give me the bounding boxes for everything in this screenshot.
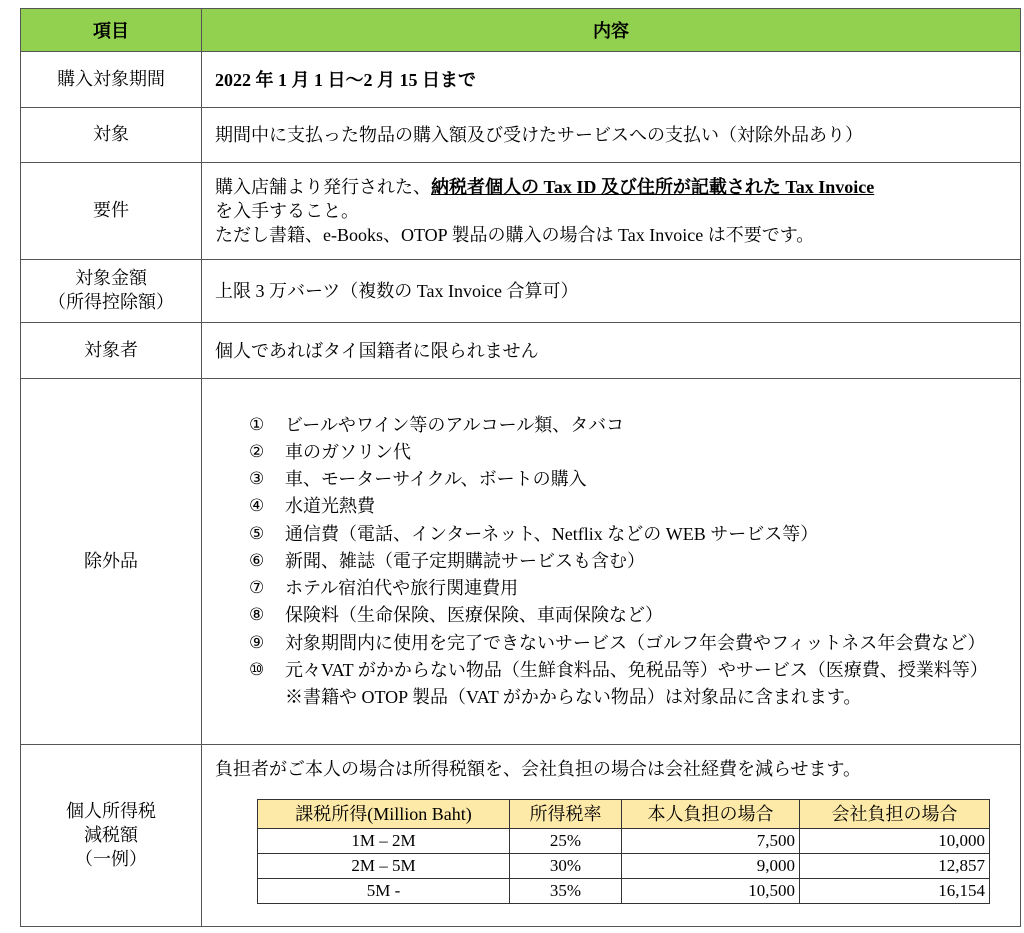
tax-cell-company: 16,154 bbox=[800, 879, 990, 904]
row-requirements bbox=[21, 163, 1021, 260]
exclusion-text: 水道光熱費 bbox=[285, 496, 375, 517]
list-item bbox=[249, 466, 1020, 493]
requirements-line2: を入手すること。 bbox=[215, 201, 359, 221]
tax-cell-rate: 25% bbox=[510, 829, 622, 854]
table-row bbox=[258, 879, 990, 904]
exclusion-number: ③ bbox=[249, 469, 265, 490]
exclusion-text: 車のガソリン代 bbox=[285, 442, 411, 463]
exclusion-number: ⑥ bbox=[249, 550, 265, 571]
tax-cell-company: 10,000 bbox=[800, 829, 990, 854]
tax-content bbox=[202, 745, 1021, 927]
list-item bbox=[249, 493, 1020, 520]
exclusions-content bbox=[202, 379, 1021, 745]
tax-table-header bbox=[258, 800, 990, 829]
table-row bbox=[258, 854, 990, 879]
exclusions-label: 除外品 bbox=[21, 379, 202, 745]
tax-example-table bbox=[257, 799, 990, 904]
info-table bbox=[20, 8, 1021, 927]
exclusion-number: ⑤ bbox=[249, 523, 265, 544]
tax-cell-self: 10,500 bbox=[622, 879, 800, 904]
exclusion-text: 新聞、雑誌（電子定期購読サービスも含む） bbox=[285, 550, 645, 571]
exclusion-number: ② bbox=[249, 442, 265, 463]
table-row bbox=[258, 829, 990, 854]
exclusion-number: ① bbox=[249, 414, 265, 435]
tax-cell-income: 2M – 5M bbox=[258, 854, 510, 879]
tax-cell-rate: 35% bbox=[510, 879, 622, 904]
tax-header-rate: 所得税率 bbox=[510, 800, 622, 829]
exclusion-text: ビールやワイン等のアルコール類、タバコ bbox=[285, 414, 625, 435]
row-eligible bbox=[21, 323, 1021, 379]
list-item bbox=[249, 439, 1020, 466]
target-content: 期間中に支払った物品の購入額及び受けたサービスへの支払い（対除外品あり） bbox=[202, 108, 1021, 163]
list-item bbox=[249, 630, 1020, 657]
amount-content: 上限 3 万バーツ（複数の Tax Invoice 合算可） bbox=[202, 260, 1021, 323]
exclusion-text: 通信費（電話、インターネット、Netflix などの WEB サービス等） bbox=[285, 523, 819, 544]
tax-label-line3: （一例） bbox=[75, 848, 147, 870]
target-label: 対象 bbox=[21, 108, 202, 163]
exclusion-text: 車、モーターサイクル、ボートの購入 bbox=[285, 469, 587, 490]
tax-header-self: 本人負担の場合 bbox=[622, 800, 800, 829]
exclusion-text: 保険料（生命保険、医療保険、車両保険など） bbox=[285, 605, 663, 626]
tax-cell-company: 12,857 bbox=[800, 854, 990, 879]
requirements-emphasis: 納税者個人の Tax ID 及び住所が記載された Tax Invoice bbox=[431, 177, 875, 197]
exclusion-text: ホテル宿泊代や旅行関連費用 bbox=[285, 578, 519, 599]
list-item bbox=[249, 521, 1020, 548]
exclusions-list bbox=[249, 412, 1020, 684]
list-item bbox=[249, 548, 1020, 575]
list-item bbox=[249, 412, 1020, 439]
tax-label bbox=[21, 745, 202, 927]
exclusion-number: ④ bbox=[249, 496, 265, 517]
row-period bbox=[21, 52, 1021, 108]
requirements-line3: ただし書籍、e-Books、OTOP 製品の購入の場合は Tax Invoice は不要です。 bbox=[215, 225, 815, 245]
amount-label bbox=[21, 260, 202, 323]
list-item bbox=[249, 602, 1020, 629]
exclusion-number: ⑨ bbox=[249, 632, 265, 653]
tax-header-income: 課税所得(Million Baht) bbox=[258, 800, 510, 829]
row-exclusions bbox=[21, 379, 1021, 745]
requirements-line1-pre: 購入店舗より発行された、 bbox=[215, 177, 431, 197]
exclusion-text: 元々VAT がかからない物品（生鮮食料品、免税品等）やサービス（医療費、授業料等） bbox=[285, 659, 988, 680]
list-item bbox=[249, 657, 1020, 684]
amount-label-line1: 対象金額 bbox=[75, 268, 147, 289]
requirements-content bbox=[202, 163, 1021, 260]
requirements-label: 要件 bbox=[21, 163, 202, 260]
row-target bbox=[21, 108, 1021, 163]
header-item: 項目 bbox=[21, 9, 202, 52]
exclusions-note: ※書籍や OTOP 製品（VAT がかからない物品）は対象品に含まれます。 bbox=[285, 686, 862, 707]
period-label: 購入対象期間 bbox=[21, 52, 202, 108]
tax-label-line2: 減税額 bbox=[84, 824, 138, 846]
list-item bbox=[249, 575, 1020, 602]
exclusion-text: 対象期間内に使用を完了できないサービス（ゴルフ年会費やフィットネス年会費など） bbox=[285, 632, 986, 653]
header-content: 内容 bbox=[202, 9, 1021, 52]
period-content: 2022 年 1 月 1 日～2 月 15 日まで bbox=[202, 52, 1021, 108]
exclusion-number: ⑩ bbox=[249, 659, 265, 680]
tax-cell-self: 7,500 bbox=[622, 829, 800, 854]
exclusion-number: ⑦ bbox=[249, 578, 265, 599]
tax-cell-income: 1M – 2M bbox=[258, 829, 510, 854]
row-tax-reduction bbox=[21, 745, 1021, 927]
amount-label-line2: （所得控除額） bbox=[48, 292, 174, 313]
tax-cell-self: 9,000 bbox=[622, 854, 800, 879]
header-row bbox=[21, 9, 1021, 52]
row-amount bbox=[21, 260, 1021, 323]
eligible-label: 対象者 bbox=[21, 323, 202, 379]
tax-header-company: 会社負担の場合 bbox=[800, 800, 990, 829]
tax-cell-income: 5M - bbox=[258, 879, 510, 904]
tax-cell-rate: 30% bbox=[510, 854, 622, 879]
tax-intro: 負担者がご本人の場合は所得税額を、会社負担の場合は会社経費を減らせます。 bbox=[215, 759, 862, 779]
exclusion-number: ⑧ bbox=[249, 605, 265, 626]
eligible-content: 個人であればタイ国籍者に限られません bbox=[202, 323, 1021, 379]
tax-label-line1: 個人所得税 bbox=[66, 800, 156, 822]
